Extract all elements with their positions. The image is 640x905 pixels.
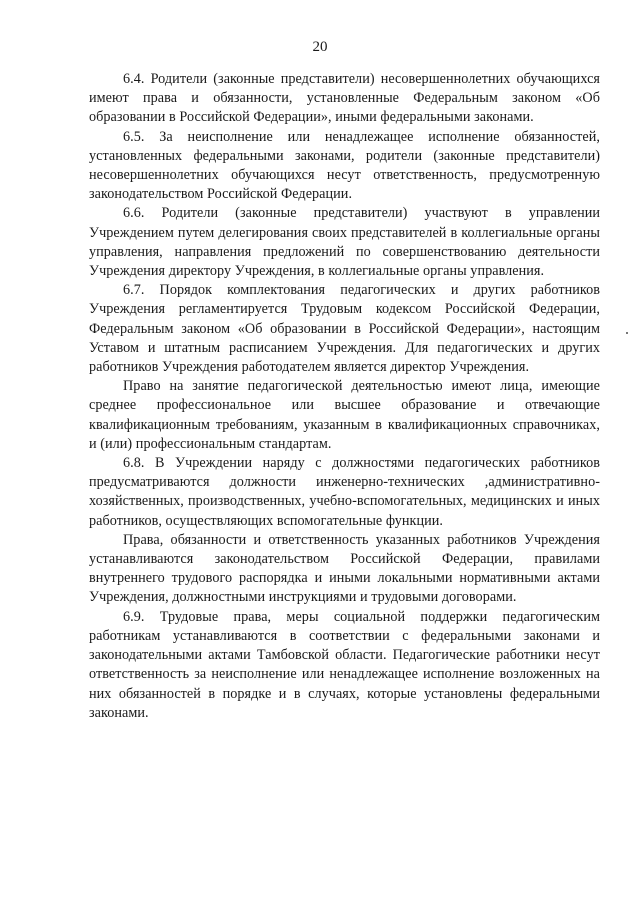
paragraph-6-8: 6.8. В Учреждении наряду с должностями педагогических работников предусматриваются должности инженерно-технических ,административно-хозяйственных, производственных, учебно-вспомогательных, медицинских и иных работников, осуществляющих вспомогательные функции. xyxy=(89,455,600,529)
page-content xyxy=(89,70,600,723)
paragraph-6-8-rights: Права, обязанности и ответственность указанных работников Учреждения устанавливаются законодательством Российской Федерации, правилами внутреннего трудового распорядка и иными локальными нормативными актами Учреждения, должностными инструкциями и трудовыми договорами. xyxy=(89,531,600,606)
scan-mark xyxy=(626,332,628,334)
paragraph-6-9: 6.9. Трудовые права, меры социальной поддержки педагогическим работникам устанавливаются в соответствии с федеральными законами и законодательными актами Тамбовской области. Педагогические работники несут ответственность за неисполнение или ненадлежащее исполнение возложенных на них обязанностей в порядке и в случаях, которые установлены федеральными законами. xyxy=(89,608,600,721)
paragraph-6-7: 6.7. Порядок комплектования педагогических и других работников Учреждения регламентируется Трудовым кодексом Российской Федерации, Федеральным законом «Об образовании в Российской Федерации», настоящим Уставом и штатным расписанием Учреждения. Для педагогических и других работников Учреждения работодателем является директор Учреждения. xyxy=(89,282,600,376)
page-number: 20 xyxy=(312,39,328,55)
paragraph-6-7-teaching-right: Право на занятие педагогической деятельностью имеют лица, имеющие среднее профессиональное или высшее образование и отвечающие квалификационным требованиям, указанным в квалификационных справочниках, и (или) профессиональным стандартам. xyxy=(89,378,600,452)
paragraph-6-6: 6.6. Родители (законные представители) участвуют в управлении Учреждением путем делегирования своих представителей в коллегиальные органы управления, направления предложений по совершенствованию деятельности Учреждения директору Учреждения, в коллегиальные органы управления. xyxy=(89,205,600,280)
paragraph-6-5: 6.5. За неисполнение или ненадлежащее исполнение обязанностей, установленных федеральными законами, родители (законные представители) несовершеннолетних обучающихся несут ответственность, предусмотренную законодательством Российской Федерации. xyxy=(89,128,600,203)
paragraph-6-4: 6.4. Родители (законные представители) несовершеннолетних обучающихся имеют права и обязанности, установленные Федеральным законом «Об образовании в Российской Федерации», иными федеральными законами. xyxy=(89,71,600,126)
